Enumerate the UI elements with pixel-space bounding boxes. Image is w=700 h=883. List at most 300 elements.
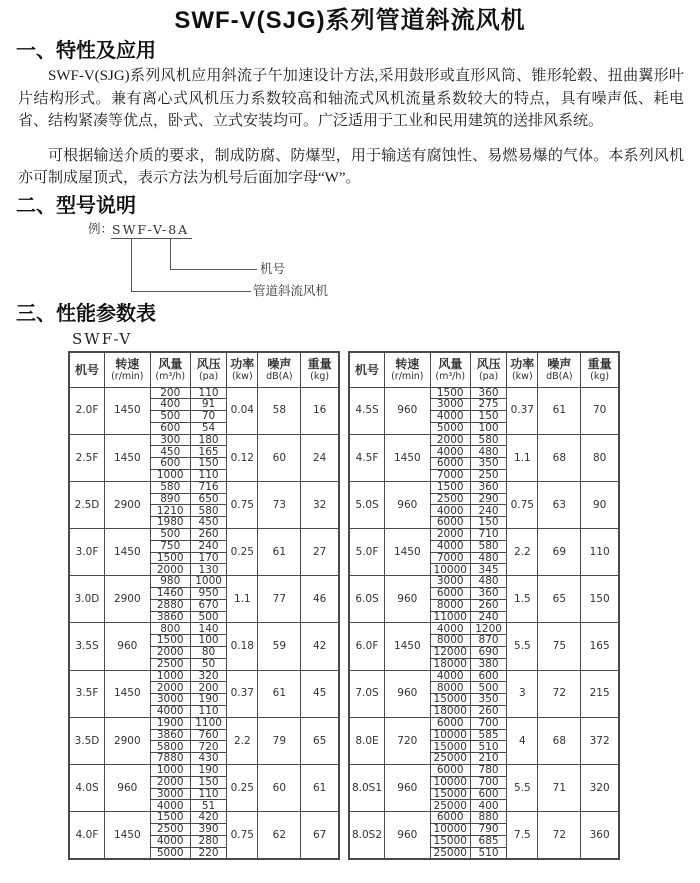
cell-weight: 360	[581, 812, 619, 860]
cell-speed: 960	[385, 765, 431, 812]
table-row	[349, 387, 619, 399]
cell-noise: 65	[538, 576, 581, 623]
table-row	[349, 481, 619, 493]
performance-table-left	[68, 351, 340, 861]
cell-flow: 10000	[430, 564, 470, 576]
cell-pressure: 950	[190, 588, 226, 600]
cell-flow: 6000	[430, 517, 470, 529]
cell-weight: 65	[301, 717, 339, 764]
cell-flow: 4000	[150, 835, 190, 847]
cell-weight: 110	[581, 529, 619, 576]
cell-power: 0.75	[227, 812, 258, 860]
cell-model: 5.0F	[349, 529, 385, 576]
cell-pressure: 190	[190, 765, 226, 777]
cell-noise: 59	[258, 623, 301, 670]
cell-weight: 67	[301, 812, 339, 860]
cell-power: 1.1	[507, 434, 538, 481]
table-row	[349, 765, 619, 777]
cell-pressure: 150	[190, 776, 226, 788]
table-row	[349, 529, 619, 541]
cell-pressure: 600	[470, 788, 506, 800]
cell-pressure: 430	[190, 753, 226, 765]
cell-speed: 2900	[105, 481, 151, 528]
cell-flow: 3000	[430, 576, 470, 588]
cell-flow: 2000	[150, 647, 190, 659]
cell-pressure: 350	[470, 458, 506, 470]
cell-model: 4.5S	[349, 387, 385, 434]
table-body-left	[69, 387, 339, 859]
cell-flow: 11000	[430, 611, 470, 623]
cell-pressure: 510	[470, 741, 506, 753]
cell-flow: 4000	[430, 670, 470, 682]
cell-pressure: 880	[470, 812, 506, 824]
cell-noise: 77	[258, 576, 301, 623]
cell-pressure: 150	[190, 458, 226, 470]
cell-flow: 3860	[150, 729, 190, 741]
cell-flow: 12000	[430, 647, 470, 659]
table-row	[69, 481, 339, 493]
cell-flow: 1000	[150, 765, 190, 777]
column-header: 风量 (m³/h)	[430, 352, 470, 388]
page-title: SWF-V(SJG)系列管道斜流风机	[174, 7, 526, 34]
cell-pressure: 1200	[470, 623, 506, 635]
cell-flow: 1900	[150, 717, 190, 729]
cell-weight: 32	[301, 481, 339, 528]
cell-flow: 1500	[150, 552, 190, 564]
table-row	[69, 529, 339, 541]
model-suffix-text: -8A	[161, 222, 192, 239]
cell-flow: 6000	[430, 458, 470, 470]
table-row	[69, 387, 339, 399]
cell-flow: 2000	[430, 434, 470, 446]
cell-pressure: 170	[190, 552, 226, 564]
cell-pressure: 140	[190, 623, 226, 635]
cell-speed: 1450	[105, 387, 151, 434]
callout-label-fan-number: 机号	[260, 261, 286, 276]
features-paragraph-1: SWF-V(SJG)系列风机应用斜流子午加速设计方法,采用鼓形或直形风筒、锥形轮毂、扭曲翼形叶片结构形式。兼有离心式风机压力系数较高和轴流式风机流量系数较大的特点，具有噪声低、耗电省、结构紧凑等优点，卧式、立式安装均可。广泛适用于工业和民用建筑的送排风系统。	[18, 68, 684, 129]
cell-noise: 73	[258, 481, 301, 528]
section-heading-model-designation: 二、型号说明	[16, 194, 136, 217]
cell-flow: 8000	[430, 682, 470, 694]
cell-pressure: 870	[470, 635, 506, 647]
cell-pressure: 580	[470, 540, 506, 552]
table-caption: SWF-V	[72, 329, 133, 348]
cell-flow: 2000	[430, 529, 470, 541]
table-body-right	[349, 387, 619, 859]
cell-flow: 600	[150, 458, 190, 470]
cell-flow: 15000	[430, 741, 470, 753]
cell-flow: 1000	[150, 470, 190, 482]
cell-pressure: 480	[470, 446, 506, 458]
cell-pressure: 480	[470, 552, 506, 564]
cell-flow: 1980	[150, 517, 190, 529]
cell-model: 2.5F	[69, 434, 105, 481]
cell-flow: 450	[150, 446, 190, 458]
cell-pressure: 760	[190, 729, 226, 741]
cell-pressure: 360	[470, 481, 506, 493]
cell-model: 8.0S1	[349, 765, 385, 812]
cell-flow: 8000	[430, 599, 470, 611]
cell-flow: 15000	[430, 788, 470, 800]
cell-noise: 71	[538, 765, 581, 812]
cell-pressure: 1000	[190, 576, 226, 588]
cell-power: 5.5	[507, 623, 538, 670]
cell-flow: 15000	[430, 835, 470, 847]
cell-flow: 600	[150, 422, 190, 434]
table-row	[69, 717, 339, 729]
cell-pressure: 100	[470, 422, 506, 434]
cell-speed: 1450	[105, 434, 151, 481]
cell-pressure: 200	[190, 682, 226, 694]
cell-flow: 6000	[430, 588, 470, 600]
cell-pressure: 320	[190, 670, 226, 682]
cell-flow: 1460	[150, 588, 190, 600]
cell-noise: 60	[258, 434, 301, 481]
cell-model: 3.0D	[69, 576, 105, 623]
cell-weight: 27	[301, 529, 339, 576]
cell-flow: 7000	[430, 470, 470, 482]
cell-pressure: 580	[470, 434, 506, 446]
model-designation-diagram	[0, 220, 700, 300]
cell-pressure: 670	[190, 599, 226, 611]
cell-weight: 150	[581, 576, 619, 623]
cell-pressure: 70	[190, 411, 226, 423]
cell-pressure: 345	[470, 564, 506, 576]
cell-pressure: 150	[470, 517, 506, 529]
cell-flow: 1500	[430, 387, 470, 399]
cell-pressure: 260	[470, 706, 506, 718]
column-header: 风量 (m³/h)	[150, 352, 190, 388]
cell-speed: 1450	[385, 623, 431, 670]
cell-flow: 580	[150, 481, 190, 493]
table-row	[349, 623, 619, 635]
cell-flow: 7000	[430, 552, 470, 564]
cell-flow: 890	[150, 493, 190, 505]
cell-flow: 6000	[430, 717, 470, 729]
cell-speed: 960	[105, 765, 151, 812]
callout-label-fan-type: 管道斜流风机	[253, 283, 329, 298]
cell-speed: 960	[385, 481, 431, 528]
cell-pressure: 580	[190, 505, 226, 517]
cell-flow: 1500	[150, 812, 190, 824]
cell-flow: 200	[150, 387, 190, 399]
column-header: 噪声 dB(A)	[538, 352, 581, 388]
cell-power: 5.5	[507, 765, 538, 812]
cell-power: 0.75	[227, 481, 258, 528]
table-header	[349, 352, 619, 388]
cell-power: 0.37	[227, 670, 258, 717]
cell-flow: 4000	[430, 540, 470, 552]
cell-weight: 61	[301, 765, 339, 812]
cell-pressure: 500	[190, 611, 226, 623]
cell-flow: 500	[150, 529, 190, 541]
cell-flow: 5000	[430, 422, 470, 434]
cell-flow: 4000	[430, 411, 470, 423]
column-header: 转速 (r/min)	[105, 352, 151, 388]
cell-pressure: 690	[470, 647, 506, 659]
table-header-row	[349, 352, 619, 388]
cell-flow: 2500	[430, 493, 470, 505]
cell-pressure: 240	[470, 505, 506, 517]
cell-pressure: 100	[190, 635, 226, 647]
cell-pressure: 180	[190, 434, 226, 446]
cell-pressure: 360	[470, 588, 506, 600]
cell-flow: 3860	[150, 611, 190, 623]
cell-pressure: 220	[190, 847, 226, 859]
cell-power: 0.04	[227, 387, 258, 434]
table-row	[349, 812, 619, 824]
model-prefix-text: SWF-V	[111, 222, 167, 239]
cell-flow: 5000	[150, 847, 190, 859]
cell-power: 0.75	[507, 481, 538, 528]
table-row	[349, 434, 619, 446]
cell-pressure: 260	[470, 599, 506, 611]
cell-flow: 980	[150, 576, 190, 588]
cell-pressure: 650	[190, 493, 226, 505]
features-paragraph-2: 可根据输送介质的要求，制成防腐、防爆型，用于输送有腐蚀性、易燃易爆的气体。本系列风机亦可制成屋顶式，表示方法为机号后面加字母“W”。	[18, 147, 684, 186]
cell-speed: 1450	[105, 670, 151, 717]
cell-flow: 1000	[150, 670, 190, 682]
cell-speed: 960	[105, 623, 151, 670]
cell-power: 0.18	[227, 623, 258, 670]
cell-model: 3.5F	[69, 670, 105, 717]
table-row	[69, 576, 339, 588]
cell-pressure: 51	[190, 800, 226, 812]
cell-power: 3	[507, 670, 538, 717]
cell-pressure: 450	[190, 517, 226, 529]
cell-power: 0.12	[227, 434, 258, 481]
column-header: 机号	[69, 352, 105, 388]
cell-flow: 25000	[430, 753, 470, 765]
cell-noise: 79	[258, 717, 301, 764]
cell-power: 0.25	[227, 765, 258, 812]
cell-flow: 10000	[430, 729, 470, 741]
cell-noise: 75	[538, 623, 581, 670]
cell-weight: 320	[581, 765, 619, 812]
cell-model: 3.5D	[69, 717, 105, 764]
cell-weight: 24	[301, 434, 339, 481]
cell-speed: 1450	[385, 434, 431, 481]
table-row	[349, 576, 619, 588]
cell-flow: 2000	[150, 776, 190, 788]
table-header	[69, 352, 339, 388]
cell-flow: 400	[150, 399, 190, 411]
cell-model: 6.0F	[349, 623, 385, 670]
cell-pressure: 380	[470, 658, 506, 670]
cell-flow: 18000	[430, 706, 470, 718]
cell-pressure: 91	[190, 399, 226, 411]
cell-pressure: 585	[470, 729, 506, 741]
cell-noise: 62	[258, 812, 301, 860]
cell-weight: 80	[581, 434, 619, 481]
cell-weight: 42	[301, 623, 339, 670]
cell-model: 6.0S	[349, 576, 385, 623]
cell-flow: 4000	[430, 505, 470, 517]
table-header-row	[69, 352, 339, 388]
cell-pressure: 480	[470, 576, 506, 588]
cell-flow: 4000	[150, 706, 190, 718]
cell-flow: 8000	[430, 635, 470, 647]
cell-pressure: 240	[190, 540, 226, 552]
cell-pressure: 190	[190, 694, 226, 706]
cell-pressure: 780	[470, 765, 506, 777]
cell-pressure: 700	[470, 776, 506, 788]
cell-pressure: 275	[470, 399, 506, 411]
callout-line-fan-type	[131, 238, 251, 292]
section-heading-features: 一、特性及应用	[16, 40, 156, 62]
cell-speed: 720	[385, 717, 431, 764]
cell-speed: 960	[385, 387, 431, 434]
cell-pressure: 685	[470, 835, 506, 847]
cell-weight: 90	[581, 481, 619, 528]
cell-flow: 15000	[430, 694, 470, 706]
table-row	[69, 670, 339, 682]
column-header: 重量 (kg)	[581, 352, 619, 388]
cell-noise: 68	[538, 717, 581, 764]
cell-weight: 46	[301, 576, 339, 623]
performance-table-right	[348, 351, 620, 861]
cell-pressure: 390	[190, 823, 226, 835]
cell-weight: 16	[301, 387, 339, 434]
cell-pressure: 210	[470, 753, 506, 765]
cell-pressure: 80	[190, 647, 226, 659]
cell-pressure: 360	[470, 387, 506, 399]
cell-flow: 300	[150, 434, 190, 446]
cell-noise: 69	[538, 529, 581, 576]
cell-flow: 6000	[430, 765, 470, 777]
cell-flow: 2880	[150, 599, 190, 611]
cell-flow: 4000	[150, 800, 190, 812]
cell-speed: 960	[385, 812, 431, 860]
column-header: 功率 (kw)	[227, 352, 258, 388]
cell-flow: 4000	[430, 623, 470, 635]
cell-pressure: 400	[470, 800, 506, 812]
cell-speed: 960	[385, 670, 431, 717]
cell-noise: 72	[538, 812, 581, 860]
table-row	[69, 765, 339, 777]
cell-flow: 500	[150, 411, 190, 423]
cell-flow: 4000	[430, 446, 470, 458]
cell-flow: 2500	[150, 658, 190, 670]
cell-model: 8.0E	[349, 717, 385, 764]
cell-pressure: 710	[470, 529, 506, 541]
cell-pressure: 716	[190, 481, 226, 493]
cell-model: 3.0F	[69, 529, 105, 576]
cell-flow: 3000	[430, 399, 470, 411]
cell-pressure: 280	[190, 835, 226, 847]
cell-pressure: 54	[190, 422, 226, 434]
cell-pressure: 720	[190, 741, 226, 753]
example-label: 例：	[88, 221, 114, 236]
cell-power: 7.5	[507, 812, 538, 860]
cell-pressure: 110	[190, 387, 226, 399]
column-header: 风压 (pa)	[190, 352, 226, 388]
cell-noise: 61	[538, 387, 581, 434]
cell-speed: 1450	[105, 529, 151, 576]
cell-flow: 10000	[430, 823, 470, 835]
cell-pressure: 50	[190, 658, 226, 670]
column-header: 风压 (pa)	[470, 352, 506, 388]
table-row	[69, 434, 339, 446]
cell-pressure: 250	[470, 470, 506, 482]
cell-pressure: 165	[190, 446, 226, 458]
cell-pressure: 110	[190, 706, 226, 718]
cell-flow: 800	[150, 623, 190, 635]
table-row	[69, 623, 339, 635]
cell-speed: 1450	[385, 529, 431, 576]
cell-pressure: 150	[470, 411, 506, 423]
cell-flow: 3000	[150, 694, 190, 706]
cell-power: 4	[507, 717, 538, 764]
cell-flow: 7880	[150, 753, 190, 765]
cell-pressure: 790	[470, 823, 506, 835]
column-header: 转速 (r/min)	[385, 352, 431, 388]
cell-flow: 25000	[430, 800, 470, 812]
cell-model: 4.0S	[69, 765, 105, 812]
section-heading-performance: 三、性能参数表	[16, 302, 156, 325]
cell-model: 2.5D	[69, 481, 105, 528]
cell-speed: 1450	[105, 812, 151, 860]
cell-model: 4.0F	[69, 812, 105, 860]
cell-flow: 2500	[150, 823, 190, 835]
cell-flow: 5800	[150, 741, 190, 753]
cell-flow: 3000	[150, 788, 190, 800]
cell-pressure: 130	[190, 564, 226, 576]
cell-flow: 1500	[430, 481, 470, 493]
cell-pressure: 510	[470, 847, 506, 859]
cell-noise: 61	[258, 670, 301, 717]
cell-model: 7.0S	[349, 670, 385, 717]
cell-pressure: 110	[190, 470, 226, 482]
cell-model: 4.5F	[349, 434, 385, 481]
cell-noise: 63	[538, 481, 581, 528]
cell-flow: 1500	[150, 635, 190, 647]
column-header: 重量 (kg)	[301, 352, 339, 388]
cell-power: 0.37	[507, 387, 538, 434]
cell-flow: 6000	[430, 812, 470, 824]
cell-model: 3.5S	[69, 623, 105, 670]
cell-flow: 25000	[430, 847, 470, 859]
cell-power: 2.2	[507, 529, 538, 576]
performance-tables	[68, 351, 700, 861]
cell-pressure: 700	[470, 717, 506, 729]
cell-speed: 2900	[105, 717, 151, 764]
cell-noise: 61	[258, 529, 301, 576]
cell-flow: 750	[150, 540, 190, 552]
cell-power: 0.25	[227, 529, 258, 576]
cell-weight: 165	[581, 623, 619, 670]
cell-weight: 70	[581, 387, 619, 434]
cell-pressure: 260	[190, 529, 226, 541]
cell-pressure: 600	[470, 670, 506, 682]
cell-pressure: 240	[470, 611, 506, 623]
cell-power: 1.1	[227, 576, 258, 623]
cell-flow: 10000	[430, 776, 470, 788]
table-row	[349, 717, 619, 729]
column-header: 机号	[349, 352, 385, 388]
cell-flow: 1210	[150, 505, 190, 517]
cell-power: 2.2	[227, 717, 258, 764]
cell-flow: 2000	[150, 682, 190, 694]
cell-pressure: 290	[470, 493, 506, 505]
cell-pressure: 350	[470, 694, 506, 706]
cell-noise: 68	[538, 434, 581, 481]
cell-weight: 372	[581, 717, 619, 764]
column-header: 噪声 dB(A)	[258, 352, 301, 388]
cell-noise: 72	[538, 670, 581, 717]
cell-flow: 2000	[150, 564, 190, 576]
column-header: 功率 (kw)	[507, 352, 538, 388]
